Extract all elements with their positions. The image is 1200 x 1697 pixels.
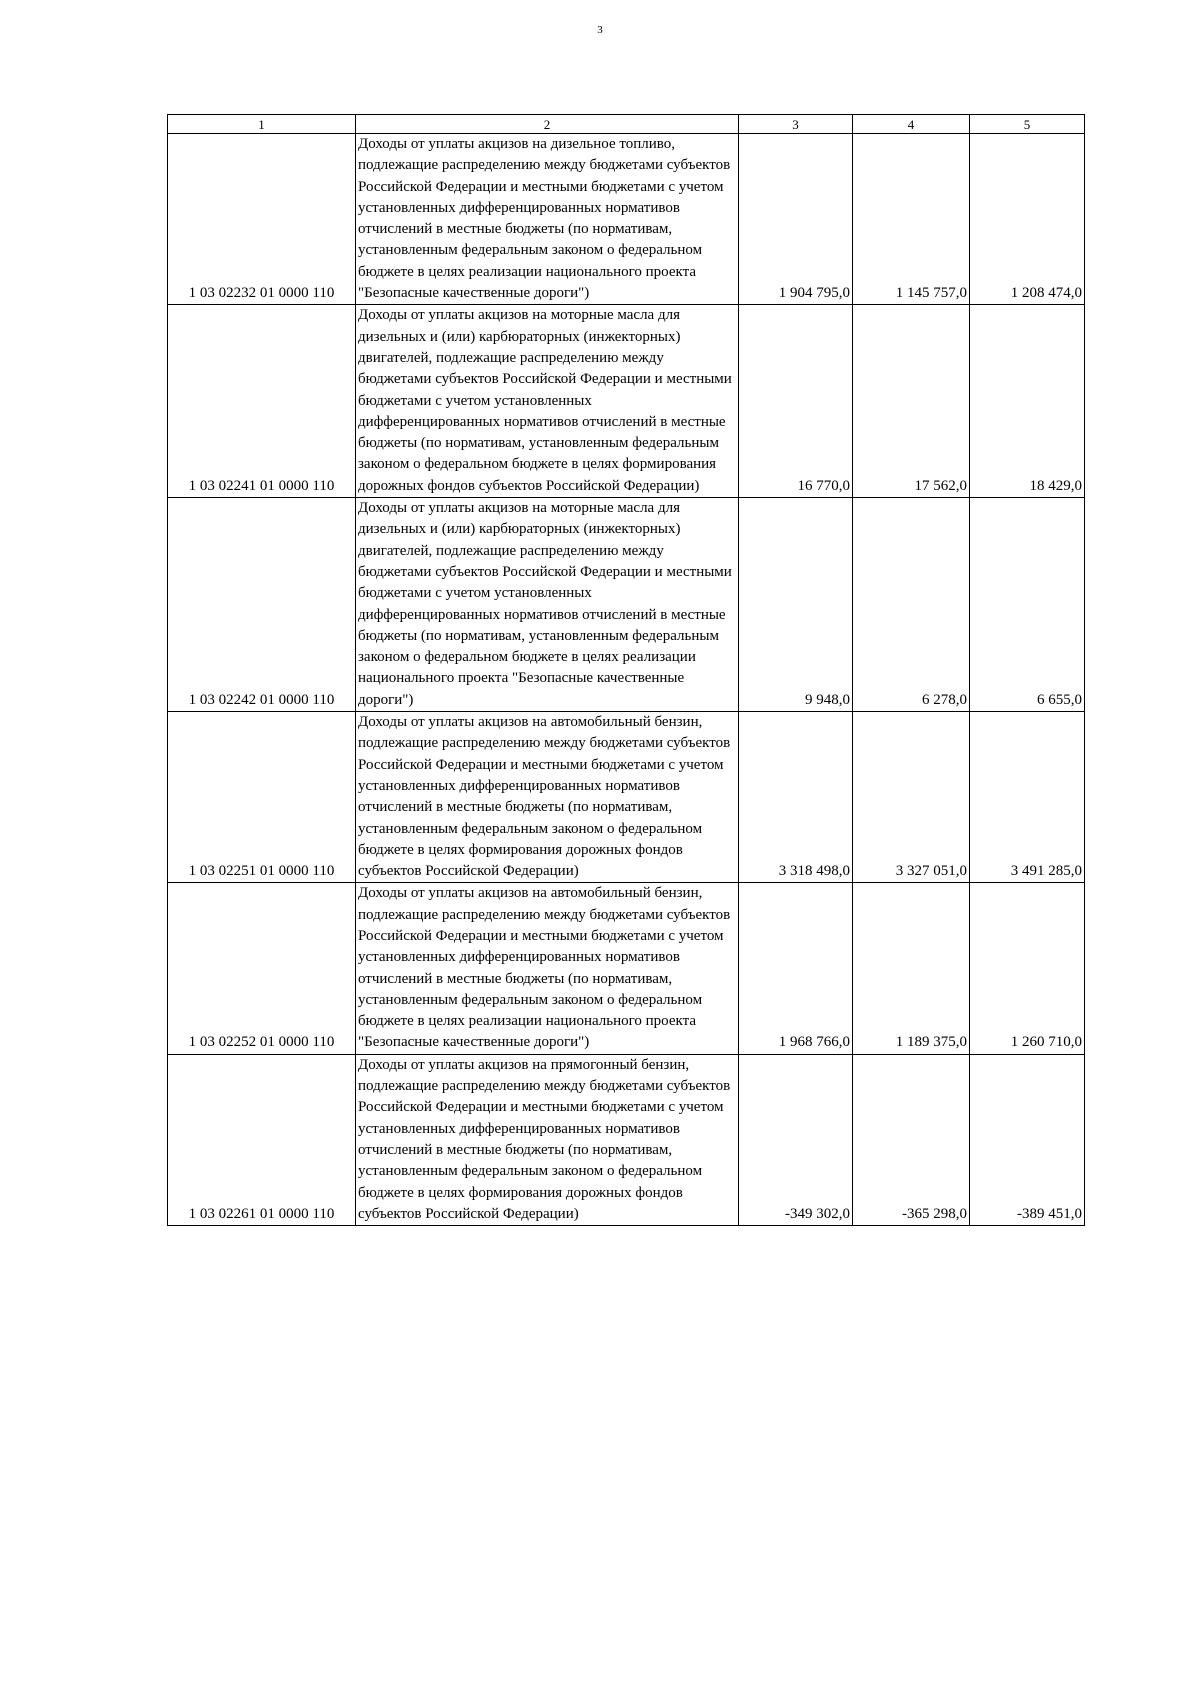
header-col-2: 2 xyxy=(356,115,739,134)
budget-code: 1 03 02261 01 0000 110 xyxy=(168,1054,356,1225)
value-col-4: 1 189 375,0 xyxy=(853,883,970,1054)
value-col-4: 3 327 051,0 xyxy=(853,712,970,883)
revenue-description: Доходы от уплаты акцизов на моторные масла для дизельных и (или) карбюраторных (инжекторных) двигателей, подлежащие распределению между бюджетами субъектов Российской Федерации и местными бюджетами с учетом установленных дифференцированных нормативов отчислений в местные бюджеты (по нормативам, установленным федеральным законом о федеральном бюджете в целях формирования дорожных фондов субъектов Российской Федерации) xyxy=(356,305,739,498)
header-col-1: 1 xyxy=(168,115,356,134)
table-body xyxy=(168,134,1085,1226)
budget-code: 1 03 02242 01 0000 110 xyxy=(168,498,356,712)
header-col-5: 5 xyxy=(970,115,1085,134)
value-col-4: 17 562,0 xyxy=(853,305,970,498)
value-col-5: 6 655,0 xyxy=(970,498,1085,712)
value-col-4: 6 278,0 xyxy=(853,498,970,712)
value-col-5: 3 491 285,0 xyxy=(970,712,1085,883)
page-number: 3 xyxy=(597,24,603,36)
revenue-description: Доходы от уплаты акцизов на дизельное топливо, подлежащие распределению между бюджетами субъектов Российской Федерации и местными бюджетами с учетом установленных дифференцированных нормативов отчислений в местные бюджеты (по нормативам, установленным федеральным законом о федеральном бюджете в целях реализации национального проекта "Безопасные качественные дороги") xyxy=(356,134,739,305)
table-row xyxy=(168,134,1085,305)
table-row xyxy=(168,498,1085,712)
table-header xyxy=(168,115,1085,134)
value-col-5: -389 451,0 xyxy=(970,1054,1085,1225)
value-col-3: 1 904 795,0 xyxy=(739,134,853,305)
revenue-table xyxy=(167,114,1085,1226)
value-col-3: -349 302,0 xyxy=(739,1054,853,1225)
revenue-description: Доходы от уплаты акцизов на автомобильный бензин, подлежащие распределению между бюджетами субъектов Российской Федерации и местными бюджетами с учетом установленных дифференцированных нормативов отчислений в местные бюджеты (по нормативам, установленным федеральным законом о федеральном бюджете в целях реализации национального проекта "Безопасные качественные дороги") xyxy=(356,883,739,1054)
budget-code: 1 03 02232 01 0000 110 xyxy=(168,134,356,305)
value-col-4: 1 145 757,0 xyxy=(853,134,970,305)
budget-code: 1 03 02252 01 0000 110 xyxy=(168,883,356,1054)
value-col-5: 1 208 474,0 xyxy=(970,134,1085,305)
value-col-5: 18 429,0 xyxy=(970,305,1085,498)
revenue-description: Доходы от уплаты акцизов на прямогонный бензин, подлежащие распределению между бюджетами субъектов Российской Федерации и местными бюджетами с учетом установленных дифференцированных нормативов отчислений в местные бюджеты (по нормативам, установленным федеральным законом о федеральном бюджете в целях формирования дорожных фондов субъектов Российской Федерации) xyxy=(356,1054,739,1225)
value-col-5: 1 260 710,0 xyxy=(970,883,1085,1054)
table-row xyxy=(168,712,1085,883)
revenue-description: Доходы от уплаты акцизов на моторные масла для дизельных и (или) карбюраторных (инжекторных) двигателей, подлежащие распределению между бюджетами субъектов Российской Федерации и местными бюджетами с учетом установленных дифференцированных нормативов отчислений в местные бюджеты (по нормативам, установленным федеральным законом о федеральном бюджете в целях реализации национального проекта "Безопасные качественные дороги") xyxy=(356,498,739,712)
table-row xyxy=(168,305,1085,498)
header-col-3: 3 xyxy=(739,115,853,134)
header-col-4: 4 xyxy=(853,115,970,134)
value-col-3: 3 318 498,0 xyxy=(739,712,853,883)
value-col-3: 1 968 766,0 xyxy=(739,883,853,1054)
value-col-3: 16 770,0 xyxy=(739,305,853,498)
budget-code: 1 03 02241 01 0000 110 xyxy=(168,305,356,498)
value-col-3: 9 948,0 xyxy=(739,498,853,712)
budget-code: 1 03 02251 01 0000 110 xyxy=(168,712,356,883)
table-row xyxy=(168,1054,1085,1225)
table-row xyxy=(168,883,1085,1054)
value-col-4: -365 298,0 xyxy=(853,1054,970,1225)
header-row xyxy=(168,115,1085,134)
revenue-description: Доходы от уплаты акцизов на автомобильный бензин, подлежащие распределению между бюджетами субъектов Российской Федерации и местными бюджетами с учетом установленных дифференцированных нормативов отчислений в местные бюджеты (по нормативам, установленным федеральным законом о федеральном бюджете в целях формирования дорожных фондов субъектов Российской Федерации) xyxy=(356,712,739,883)
